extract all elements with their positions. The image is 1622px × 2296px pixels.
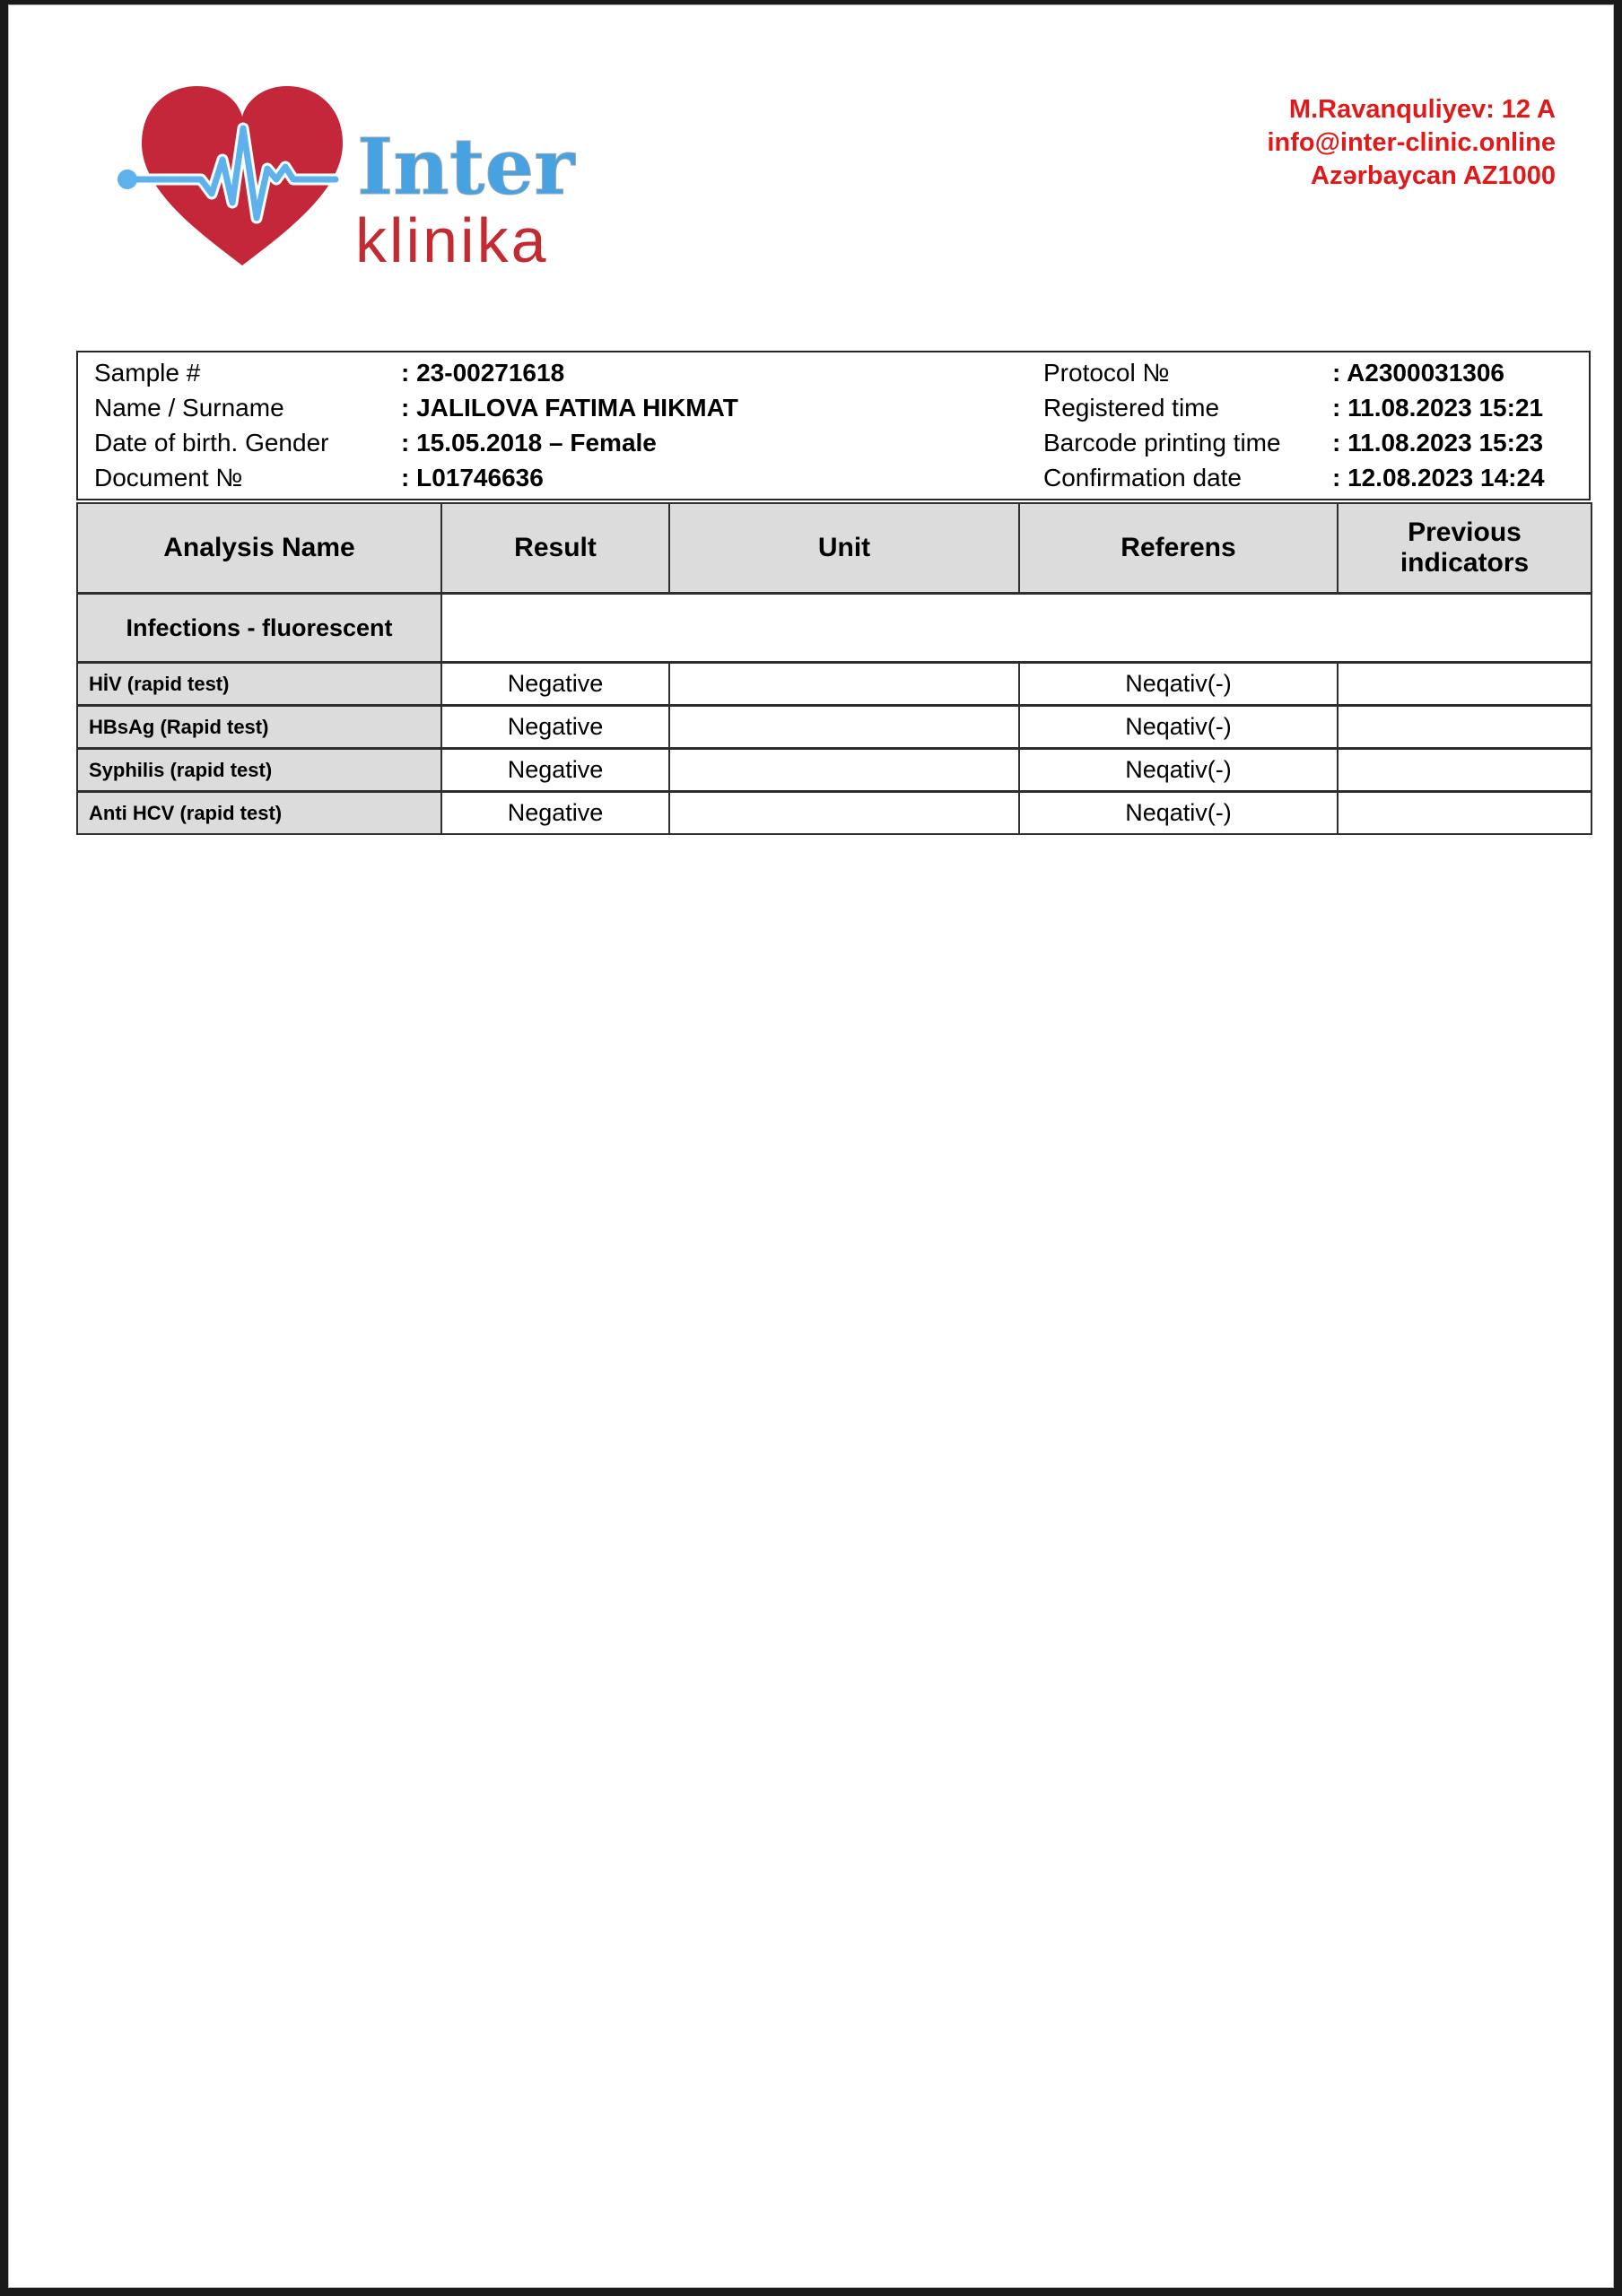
- contact-country: Azərbaycan AZ1000: [1311, 161, 1556, 190]
- previous-cell: [1338, 792, 1591, 835]
- previous-cell: [1338, 749, 1591, 792]
- logo-subtitle: klinika: [355, 205, 549, 275]
- logo-title: Inter: [357, 122, 575, 213]
- barcode-time-label: Barcode printing time: [1043, 428, 1281, 457]
- analysis-name-cell: Anti HCV (rapid test): [77, 792, 441, 835]
- contact-address: M.Ravanquliyev: 12 A: [1288, 95, 1556, 124]
- result-cell: Negative: [441, 706, 669, 749]
- document-number-value: : L01746636: [401, 463, 544, 491]
- col-header-unit: Unit: [669, 503, 1019, 594]
- previous-cell: [1338, 706, 1591, 749]
- referens-cell: Neqativ(-): [1019, 663, 1338, 706]
- document-number-label: Document №: [94, 463, 243, 491]
- name-surname-value: : JALILOVA FATIMA HIKMAT: [401, 394, 738, 422]
- results-table: [76, 502, 1592, 835]
- analysis-name-cell: Syphilis (rapid test): [77, 749, 441, 792]
- table-row-hbsag: [77, 706, 1591, 749]
- birth-gender-value: : 15.05.2018 – Female: [401, 428, 657, 457]
- sample-number-label: Sample #: [94, 359, 201, 387]
- referens-cell: Neqativ(-): [1019, 706, 1338, 749]
- result-cell: Negative: [441, 749, 669, 792]
- unit-cell: [669, 749, 1019, 792]
- section-row-spacer: [441, 594, 1591, 663]
- col-header-result: Result: [441, 503, 669, 594]
- sample-number-value: : 23-00271618: [401, 359, 565, 387]
- unit-cell: [669, 706, 1019, 749]
- referens-cell: Neqativ(-): [1019, 749, 1338, 792]
- confirmation-date-label: Confirmation date: [1043, 463, 1243, 491]
- confirmation-date-value: : 12.08.2023 14:24: [1332, 463, 1545, 491]
- previous-cell: [1338, 663, 1591, 706]
- result-cell: Negative: [441, 663, 669, 706]
- patient-info-box: [76, 351, 1591, 500]
- analysis-name-cell: HİV (rapid test): [77, 663, 441, 706]
- registered-time-label: Registered time: [1043, 394, 1220, 422]
- ecg-dot-icon: [118, 170, 137, 189]
- result-cell: Negative: [441, 792, 669, 835]
- section-title: Infections - fluorescent: [77, 594, 441, 663]
- heart-ecg-logo-icon: [115, 52, 599, 276]
- unit-cell: [669, 792, 1019, 835]
- contact-email: info@inter-clinic.online: [1267, 128, 1556, 157]
- birth-gender-label: Date of birth. Gender: [94, 428, 329, 457]
- section-row: [77, 594, 1591, 663]
- registered-time-value: : 11.08.2023 15:21: [1332, 394, 1544, 422]
- analysis-name-cell: HBsAg (Rapid test): [77, 706, 441, 749]
- unit-cell: [669, 663, 1019, 706]
- clinic-contact-block: [1267, 93, 1556, 193]
- clinic-logo: [115, 52, 599, 276]
- name-surname-label: Name / Surname: [94, 394, 284, 422]
- barcode-time-value: : 11.08.2023 15:23: [1332, 428, 1544, 457]
- table-row-hiv: [77, 663, 1591, 706]
- col-header-previous-indicators: Previous indicators: [1338, 503, 1591, 594]
- results-header-row: [77, 503, 1591, 594]
- protocol-label: Protocol №: [1043, 359, 1170, 387]
- col-header-analysis-name: Analysis Name: [77, 503, 441, 594]
- table-row-anti-hcv: [77, 792, 1591, 835]
- referens-cell: Neqativ(-): [1019, 792, 1338, 835]
- table-row-syphilis: [77, 749, 1591, 792]
- col-header-referens: Referens: [1019, 503, 1338, 594]
- protocol-value: : A2300031306: [1332, 359, 1505, 387]
